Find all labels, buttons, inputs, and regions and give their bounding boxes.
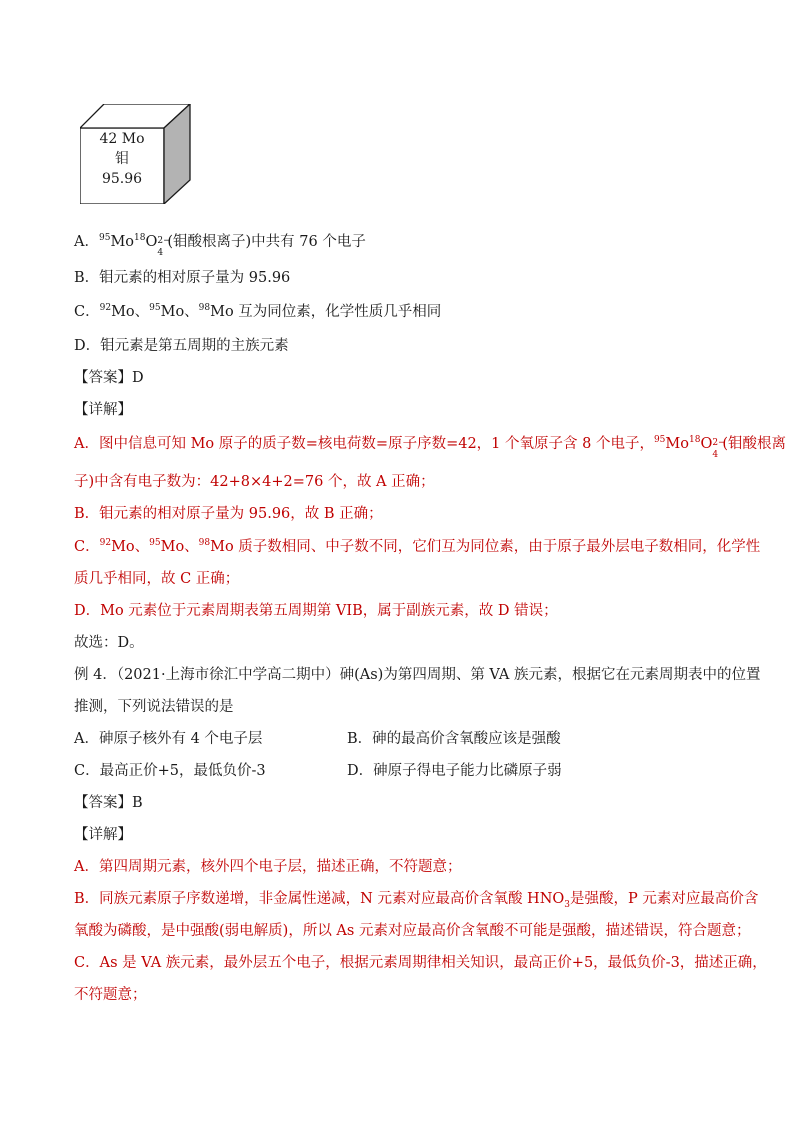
- separator: 、: [134, 539, 150, 555]
- q4-explain-b-line1: [74, 889, 758, 909]
- q3-option-d: D．钼元素是第五周期的主族元素: [74, 338, 289, 354]
- option-prefix: C．: [74, 304, 100, 320]
- q4-detail-label: 【详解】: [74, 827, 132, 843]
- explain-text: A．图中信息可知 Mo 原子的质子数=核电荷数=原子序数=42，1 个氧原子含 8 个电子，: [74, 436, 654, 452]
- q3-answer: 【答案】D: [74, 370, 144, 386]
- q3-explain-d: D．Mo 元素位于元素周期表第五周期第 VIB，属于副族元素，故 D 错误；: [74, 603, 558, 619]
- isotope-mass: 98: [198, 538, 211, 549]
- oxide-ion: [700, 434, 726, 460]
- q3-detail-label: 【详解】: [74, 402, 132, 418]
- element-symbol: Mo: [160, 539, 185, 555]
- q3-option-a: [74, 232, 366, 258]
- element-cube-text: [80, 129, 164, 189]
- q4-stem-line1: 例 4．（2021·上海市徐汇中学高二期中）砷(As)为第四周期、第 VA 族元素，根据它在元素周期表中的位置: [74, 667, 761, 683]
- q4-option-d: D．砷原子得电子能力比磷原子弱: [347, 763, 562, 779]
- option-prefix: A．: [74, 234, 99, 250]
- isotope-mass: 95: [653, 435, 666, 446]
- isotope-mass: 95: [149, 538, 161, 549]
- q4-explain-a: A．第四周期元素，核外四个电子层，描述正确，不符题意；: [74, 859, 462, 875]
- explain-text: 是强酸，P 元素对应最高价含: [570, 891, 759, 907]
- q3-explain-a-line2: 子)中含有电子数为：42+8×4+2=76 个，故 A 正确；: [74, 474, 435, 490]
- isotope-mass: 92: [99, 538, 112, 549]
- element-symbol: Mo: [110, 234, 135, 250]
- separator: 、: [134, 304, 150, 320]
- q4-option-c: C．最高正价+5，最低负价-3: [74, 763, 266, 779]
- element-name: 钼: [115, 151, 129, 167]
- option-text: (钼酸根离子)中共有 76 个电子: [167, 234, 366, 250]
- isotope-mass: 98: [198, 303, 211, 314]
- element-number-symbol: 42 Mo: [99, 131, 145, 147]
- q3-explain-c-line2: 质几乎相同，故 C 正确；: [74, 571, 240, 587]
- q3-option-b: B．钼元素的相对原子量为 95.96: [74, 270, 291, 286]
- isotope-mass: 92: [99, 303, 112, 314]
- explain-text: B．同族元素原子序数递增，非金属性递减，N 元素对应最高价含氧酸 HNO: [74, 891, 565, 907]
- element-symbol: Mo: [160, 304, 185, 320]
- q3-option-c: [74, 302, 441, 322]
- isotope-mass: 18: [688, 435, 701, 446]
- ion-charge: 2−: [157, 236, 171, 246]
- formula-subscript: 3: [564, 899, 571, 910]
- option-prefix: C．: [74, 539, 100, 555]
- q4-option-a: A．砷原子核外有 4 个电子层: [74, 731, 263, 747]
- element-symbol: Mo: [111, 304, 135, 320]
- q4-explain-c-line1: C．As 是 VA 族元素，最外层五个电子，根据元素周期律相关知识，最高正价+5，最低负价-3，描述正确，: [74, 955, 767, 971]
- oxygen-symbol: O: [145, 234, 158, 250]
- q3-explain-a-line1: [74, 434, 786, 460]
- separator: 、: [184, 539, 199, 555]
- ion-charge: 2−: [712, 438, 726, 448]
- oxygen-symbol: O: [700, 436, 713, 452]
- ion-subscript: 4: [712, 450, 719, 460]
- element-symbol: Mo: [665, 436, 689, 452]
- element-mass: 95.96: [101, 171, 143, 187]
- q3-explain-b: B．钼元素的相对原子量为 95.96，故 B 正确；: [74, 506, 383, 522]
- q3-conclusion: 故选：D。: [74, 635, 144, 651]
- q3-explain-c-line1: [74, 537, 760, 557]
- ion-subscript: 4: [157, 248, 164, 258]
- q4-stem-line2: 推测，下列说法错误的是: [74, 699, 234, 715]
- q4-options-row1: [74, 729, 262, 749]
- separator: 、: [184, 304, 199, 320]
- isotope-mass: 95: [149, 303, 161, 314]
- isotope-mass: 18: [134, 233, 146, 244]
- q4-answer: 【答案】B: [74, 795, 143, 811]
- isotope-mass: 95: [98, 233, 111, 244]
- oxide-ion: [145, 232, 171, 258]
- q4-explain-c-line2: 不符题意；: [74, 987, 147, 1003]
- explain-text: Mo 质子数相同、中子数不同，它们互为同位素，由于原子最外层电子数相同，化学性: [210, 539, 761, 555]
- q4-option-b: B．砷的最高价含氧酸应该是强酸: [347, 731, 561, 747]
- element-symbol: Mo: [111, 539, 135, 555]
- option-text: Mo 互为同位素，化学性质几乎相同: [210, 304, 442, 320]
- q4-explain-b-line2: 氧酸为磷酸，是中强酸(弱电解质)，所以 As 元素对应最高价含氧酸不可能是强酸，描述错误，符合题意；: [74, 923, 751, 939]
- explain-text: (钼酸根离: [722, 436, 786, 452]
